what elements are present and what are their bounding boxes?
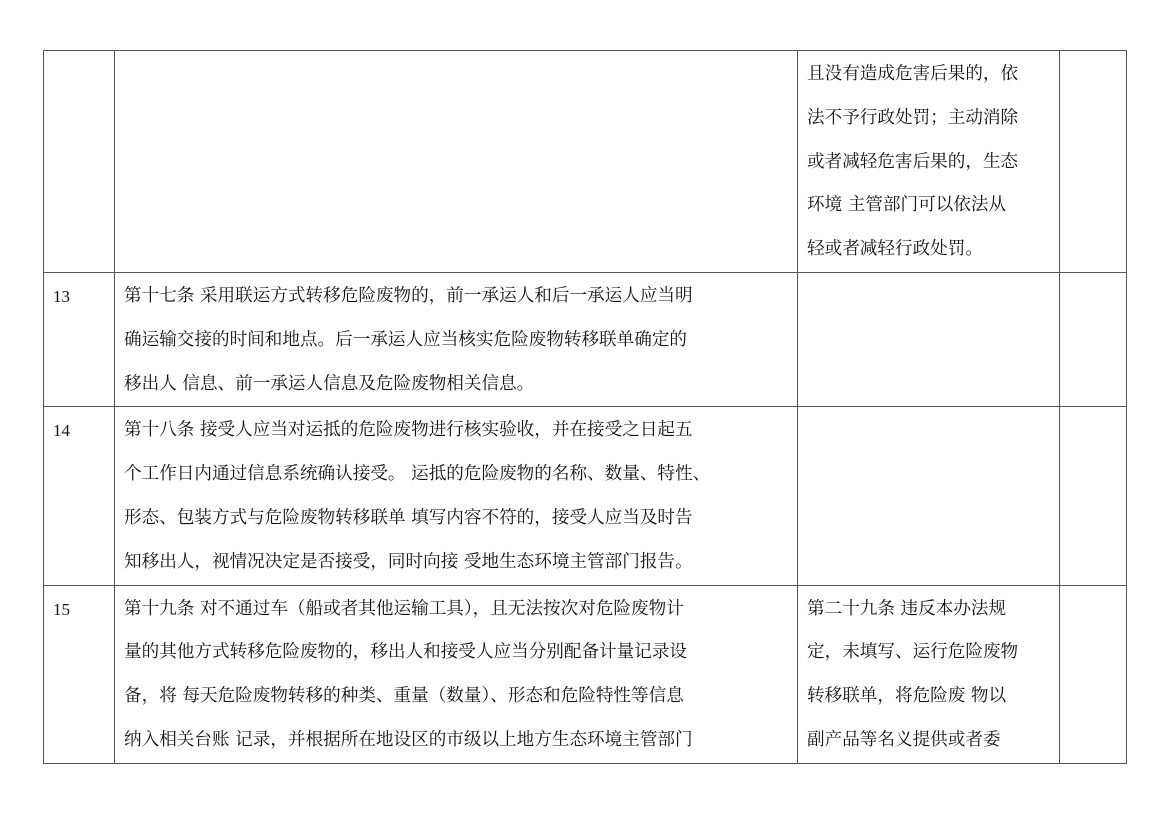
note-text (1060, 273, 1126, 275)
note-cell (1060, 272, 1127, 406)
article-line: 第十八条 接受人应当对运抵的危险废物进行核实验收，并在接受之日起五 (124, 420, 693, 441)
article-line: 量的其他方式转移危险废物的，移出人和接受人应当分别配备计量记录设 (124, 642, 688, 663)
article-text (115, 51, 797, 53)
regulation-comparison-table (43, 50, 1127, 764)
article-cell (115, 51, 798, 273)
note-cell (1060, 51, 1127, 273)
penalty-line: 且没有造成危害后果的，依 (807, 64, 1019, 84)
penalty-line: 定，未填写、运行危险废物 (807, 642, 1019, 663)
penalty-cell (798, 272, 1060, 406)
penalty-line: 转移联单，将危险废 物以 (807, 686, 1007, 707)
article-text (115, 407, 797, 584)
penalty-text (798, 407, 1059, 409)
article-cell (115, 407, 798, 585)
article-text (115, 273, 797, 406)
row-number-cell (44, 51, 115, 273)
penalty-text (798, 273, 1059, 275)
row-number: 15 (53, 599, 70, 619)
document-page (43, 50, 1126, 764)
table-row (44, 51, 1127, 273)
article-cell (115, 585, 798, 763)
article-line: 纳入相关台账 记录，并根据所在地设区的市级以上地方生态环境主管部门 (124, 729, 693, 750)
penalty-line: 轻或者减轻行政处罚。 (807, 239, 983, 260)
penalty-line: 或者减轻危害后果的，生态 (807, 151, 1019, 172)
row-number (44, 51, 114, 53)
note-text (1060, 586, 1126, 588)
article-line: 备，将 每天危险废物转移的种类、重量（数量）、形态和危险特性等信息 (124, 686, 684, 707)
article-line: 形态、包装方式与危险废物转移联单 填写内容不符的，接受人应当及时告 (124, 507, 693, 528)
penalty-text (798, 586, 1059, 763)
penalty-line: 第二十九条 违反本办法规 (807, 598, 1007, 619)
article-line: 知移出人，视情况决定是否接受，同时向接 受地生态环境主管部门报告。 (124, 551, 693, 572)
penalty-cell (798, 407, 1060, 585)
row-number-cell (44, 272, 115, 406)
row-number: 13 (53, 286, 70, 306)
row-number-cell (44, 585, 115, 763)
row-number: 14 (53, 421, 70, 441)
penalty-cell (798, 51, 1060, 273)
table-row (44, 585, 1127, 763)
article-line: 第十九条 对不通过车（船或者其他运输工具），且无法按次对危险废物计 (124, 598, 684, 619)
article-line: 个工作日内通过信息系统确认接受。 运抵的危险废物的名称、数量、特性、 (124, 464, 711, 485)
article-cell (115, 272, 798, 406)
article-line: 确运输交接的时间和地点。后一承运人应当核实危险废物转移联单确定的 (124, 329, 688, 350)
article-text (115, 586, 797, 763)
penalty-text (798, 51, 1059, 272)
penalty-line: 环境 主管部门可以依法从 (807, 195, 1007, 216)
penalty-line: 副产品等名义提供或者委 (807, 729, 1001, 750)
penalty-cell (798, 585, 1060, 763)
note-cell (1060, 585, 1127, 763)
penalty-line: 法不予行政处罚；主动消除 (807, 107, 1019, 128)
table-row (44, 407, 1127, 585)
row-number-cell (44, 407, 115, 585)
note-text (1060, 407, 1126, 409)
note-text (1060, 51, 1126, 53)
table-row (44, 272, 1127, 406)
article-line: 移出人 信息、前一承运人信息及危险废物相关信息。 (124, 373, 535, 394)
article-line: 第十七条 采用联运方式转移危险废物的，前一承运人和后一承运人应当明 (124, 285, 693, 306)
note-cell (1060, 407, 1127, 585)
